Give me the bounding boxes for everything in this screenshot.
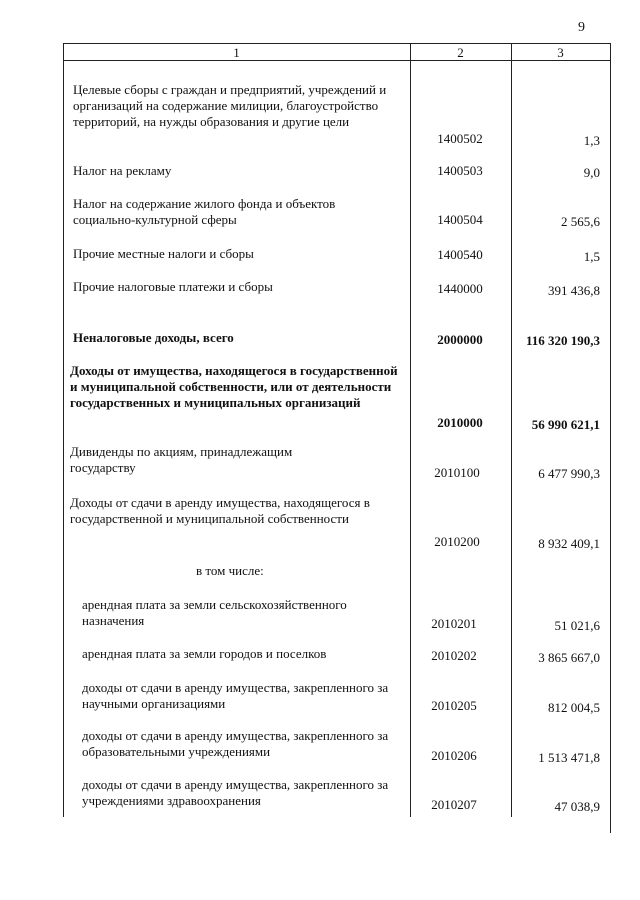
row-label: арендная плата за земли сельскохозяйственного назначения xyxy=(82,597,347,628)
row-code: 2010100 xyxy=(434,465,480,480)
row-amount: 1 513 471,8 xyxy=(538,750,600,765)
row-code: 1400540 xyxy=(437,247,483,262)
column-border-2 xyxy=(511,43,512,817)
row-code: 1440000 xyxy=(437,281,483,296)
row-label: доходы от сдачи в аренду имущества, закрепленного за научными организациями xyxy=(82,680,389,711)
row-amount: 8 932 409,1 xyxy=(538,536,600,551)
row-amount: 812 004,5 xyxy=(548,700,600,715)
row-label: доходы от сдачи в аренду имущества, закрепленного за учреждениями здравоохранения xyxy=(82,777,389,808)
header-col-1: 1 xyxy=(233,45,240,60)
row-code: 2010200 xyxy=(434,534,480,549)
row-amount: 6 477 990,3 xyxy=(538,466,600,481)
row-amount: 391 436,8 xyxy=(548,283,600,298)
row-amount: 9,0 xyxy=(583,165,600,180)
row-label: Доходы от сдачи в аренду имущества, находящегося в государственной и муниципальной собственности xyxy=(70,495,370,526)
row-label: Доходы от имущества, находящегося в государственной и муниципальной собственности, или от деятельности государственных и муниципальных организаций xyxy=(70,363,398,410)
row-label: Целевые сборы с граждан и предприятий, учреждений и организаций на содержание милиции, благоустройство территорий, на нужды образования и другие цели xyxy=(73,82,387,129)
row-amount: 51 021,6 xyxy=(554,618,600,633)
row-label: Дивиденды по акциям, принадлежащим государству xyxy=(70,444,293,475)
row-amount: 56 990 621,1 xyxy=(531,417,600,432)
column-border-left xyxy=(63,43,64,817)
column-border-right xyxy=(610,43,611,833)
row-code: 2010207 xyxy=(431,797,477,812)
row-code: 2000000 xyxy=(437,332,483,347)
row-label: Прочие местные налоги и сборы xyxy=(73,246,254,261)
row-code: 2010201 xyxy=(431,616,477,631)
row-label: Налог на рекламу xyxy=(73,163,172,178)
row-amount: 116 320 190,3 xyxy=(525,333,600,348)
header-col-3: 3 xyxy=(557,45,564,60)
page-number: 9 xyxy=(578,20,585,35)
row-code: 2010205 xyxy=(431,698,477,713)
row-code: 1400502 xyxy=(437,131,483,146)
header-col-2: 2 xyxy=(457,45,464,60)
row-amount: 1,3 xyxy=(583,133,600,148)
row-label: Прочие налоговые платежи и сборы xyxy=(73,279,273,294)
row-label: арендная плата за земли городов и поселков xyxy=(82,646,327,661)
row-amount: 47 038,9 xyxy=(554,799,600,814)
row-code: 2010206 xyxy=(431,748,477,763)
row-amount: 2 565,6 xyxy=(561,214,600,229)
row-code: 1400503 xyxy=(437,163,483,178)
row-code: 2010000 xyxy=(437,415,483,430)
row-label: Неналоговые доходы, всего xyxy=(73,330,234,345)
header-top-border xyxy=(63,43,611,44)
row-label: Налог на содержание жилого фонда и объектов социально-культурной сферы xyxy=(73,196,336,227)
row-code: 2010202 xyxy=(431,648,477,663)
row-amount: 3 865 667,0 xyxy=(538,650,600,665)
row-amount: 1,5 xyxy=(583,249,600,264)
row-label-subheading: в том числе: xyxy=(196,563,264,578)
row-label: доходы от сдачи в аренду имущества, закрепленного за образовательными учреждениями xyxy=(82,728,389,759)
row-code: 1400504 xyxy=(437,212,483,227)
